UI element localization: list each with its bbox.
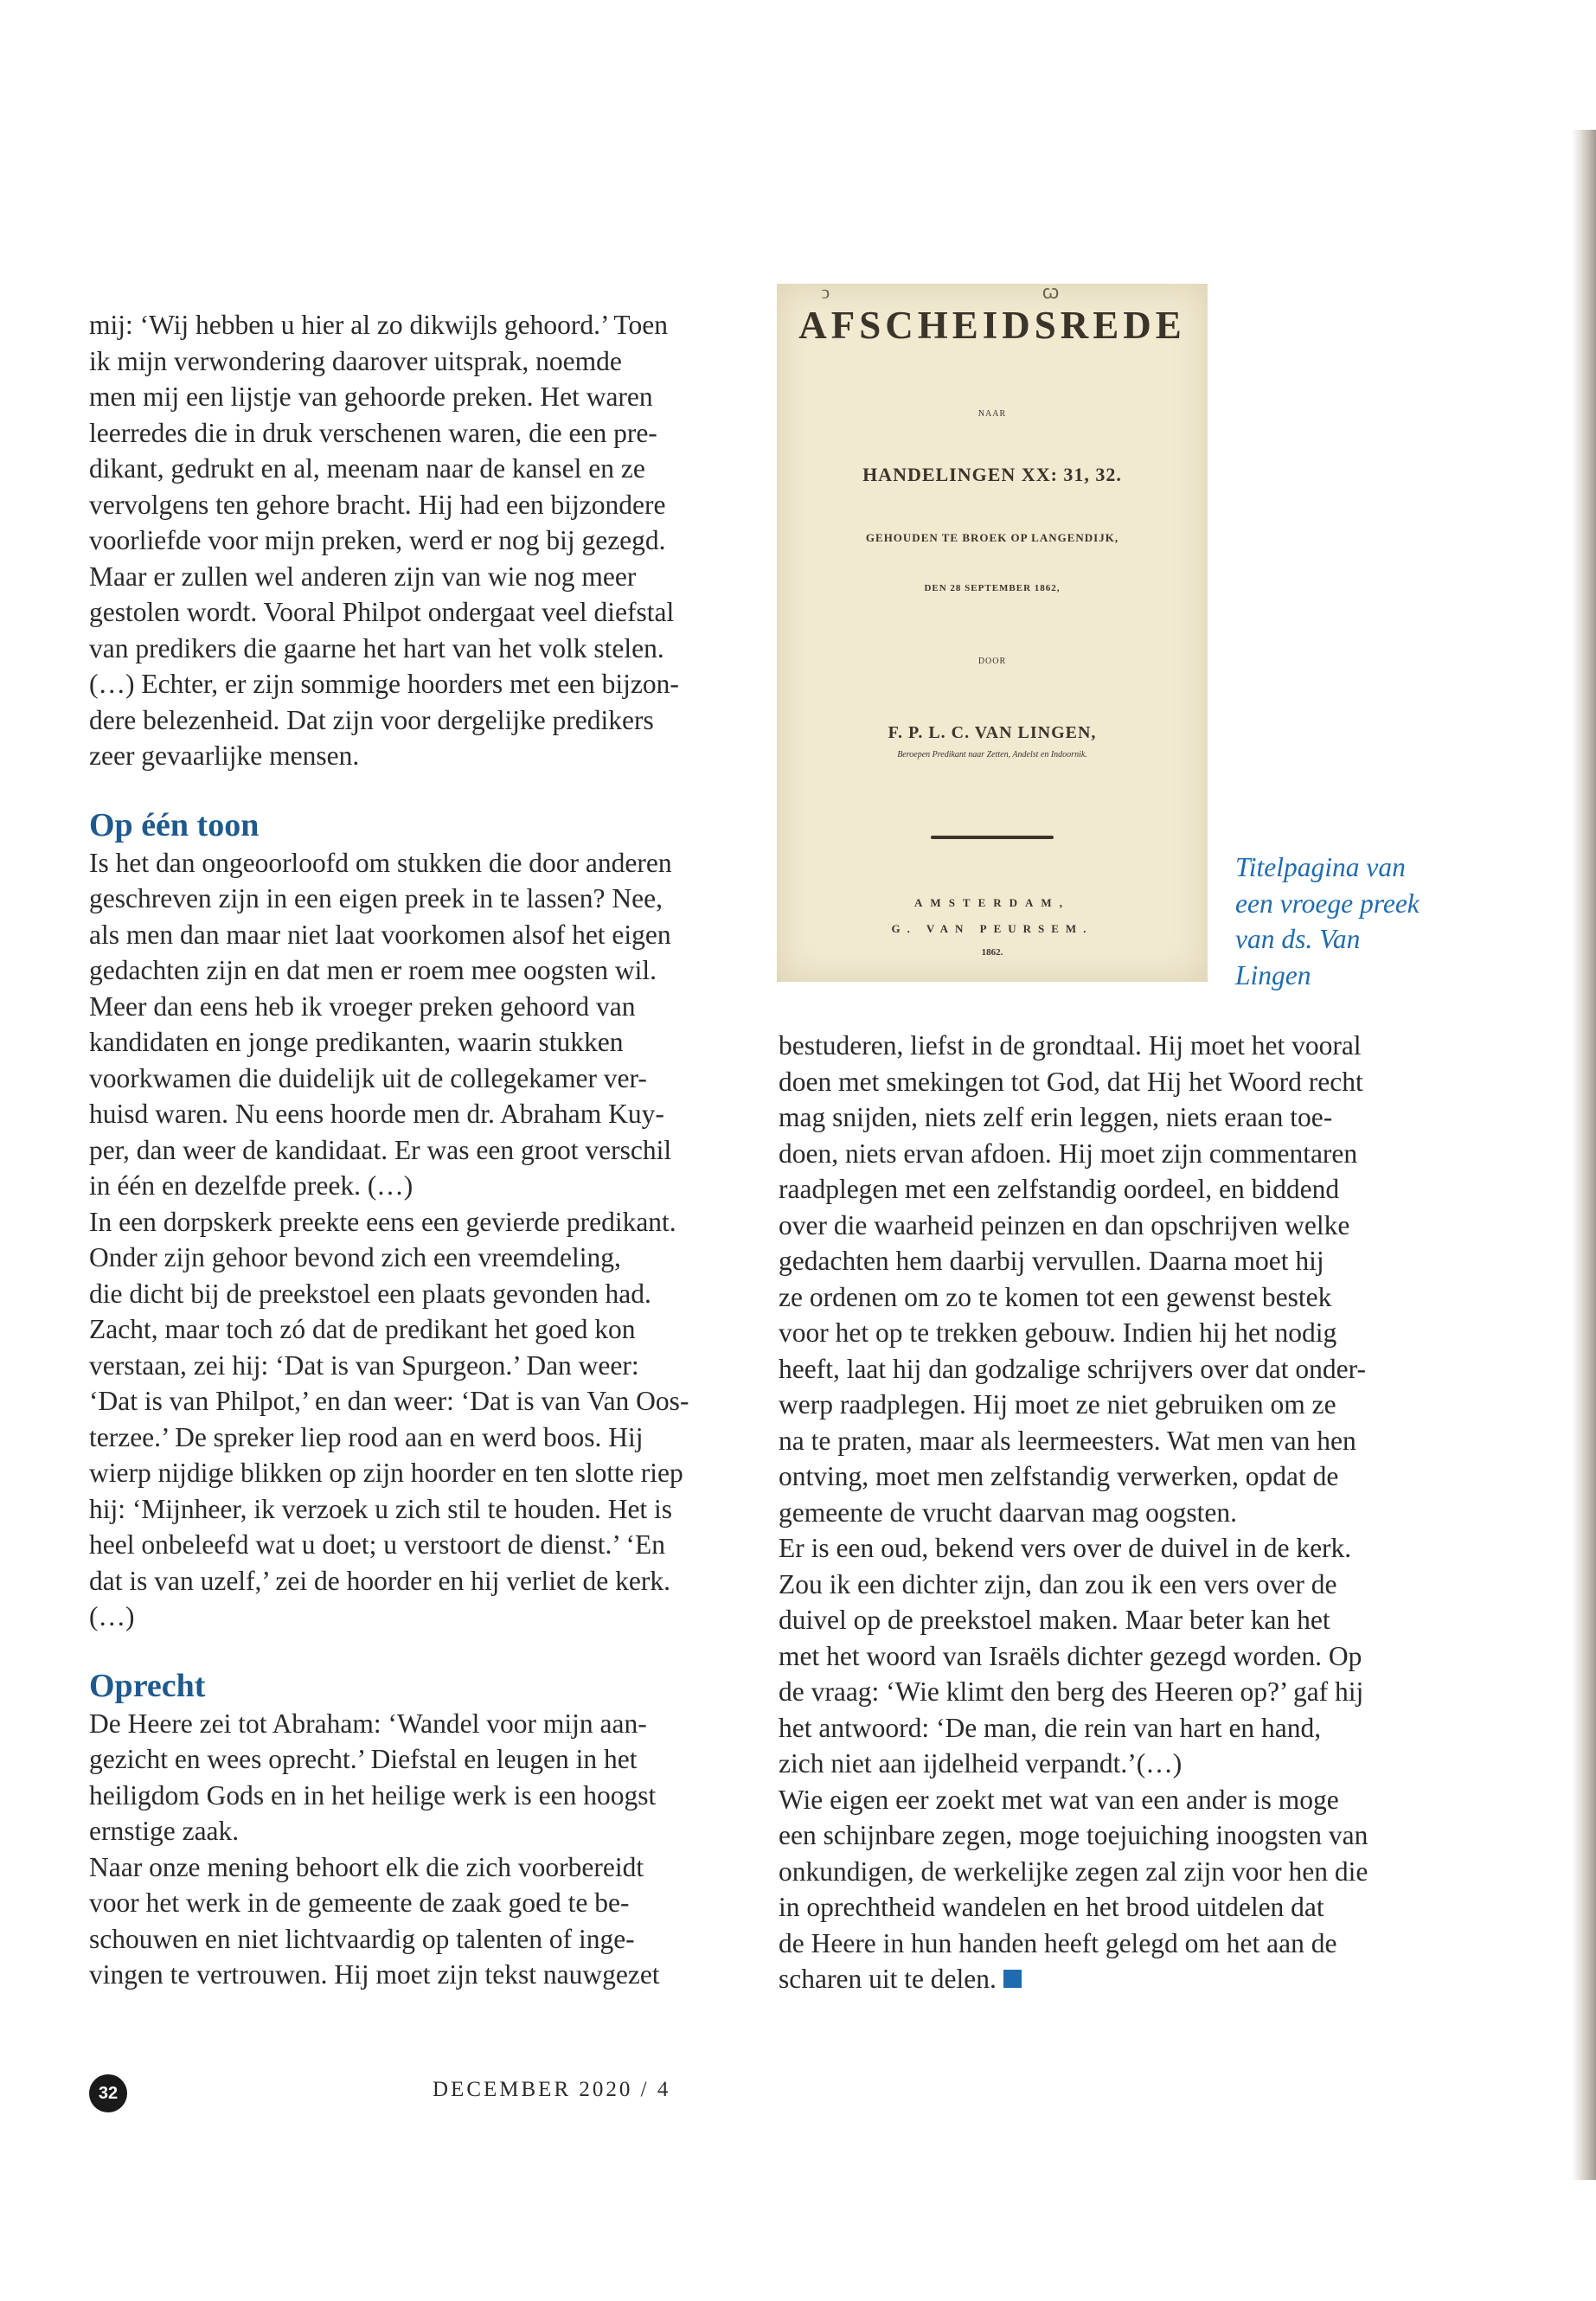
section-heading-op-een-toon: Op één toon <box>89 806 260 843</box>
figure-author: F. P. L. C. VAN LINGEN, <box>888 723 1097 742</box>
section-body-oprecht: De Heere zei tot Abraham: ‘Wandel voor mijn aan- gezicht en wees oprecht.’ Diefstal en leugen in het heiligdom Gods en in het heilige werk is een hoogst ernstige zaak. Naar onze mening behoort elk die zich voorbereidt voor het werk in de gemeente de zaak goed te be- schouwen en niet lichtvaardig op talenten of inge- vingen te vertrouwen. Hij moet zijn tekst nauwgezet <box>89 1708 660 1990</box>
right-column: bestuderen, liefst in de grondtaal. Hij moet het vooral doen met smekingen tot God, dat Hij het Woord recht mag snijden, niets zelf erin leggen, niets eraan toe- doen, niets ervan afdoen. Hij moet zijn commentaren raadplegen met een zelfstandig oordeel, en biddend over die waarheid peinzen en dan opschrijven welke gedachten hem daarbij vervullen. Daarna moet hij ze ordenen om zo te komen tot een gewenst bestek voor het op te trekken gebouw. Indien hij het nodig heeft, laat hij dan godzalige schrijvers over dat onder- werp raadplegen. Hij moet ze niet gebruiken om ze na te praten, maar als leermeesters. Wat men van hen ontving, moet men zelfstandig verwerken, opdat de gemeente de vrucht daarvan mag oogsten. Er is een oud, bekend vers over de duivel in de kerk. Zou ik een dichter zijn, dan zou ik een vers over de duivel op de preekstoel maken. Maar beter kan het met het woord van Israëls dichter gezegd worden. Op de vraag: ‘Wie klimt den berg des Heeren op?’ gaf hij het antwoord: ‘De man, die rein van hart en hand, zich niet aan ijdelheid verpandt.’(…) Wie eigen eer zoekt met wat van een ander is moge een schijnbare zegen, moge toejuiching inoogsten van onkundigen, de werkelijke zegen zal zijn voor hen die in oprechtheid wandelen en het brood uitdelen dat de Heere in hun handen heeft gelegd om het aan de scharen uit te delen. <box>779 1028 1436 1997</box>
footer-issue: DECEMBER 2020 / 4 <box>433 2078 671 2101</box>
final-line: scharen uit te delen. <box>779 1961 1436 1997</box>
figure-year: 1862. <box>981 947 1003 958</box>
title-page-image <box>777 281 1208 982</box>
figure-gehouden: GEHOUDEN TE BROEK OP LANGENDIJK, <box>865 531 1119 544</box>
end-of-article-square-icon <box>1003 1970 1022 1988</box>
figure-door: DOOR <box>977 657 1007 666</box>
figure-publisher: G. VAN PEURSEM. <box>891 922 1093 935</box>
left-column <box>89 307 747 1993</box>
page-number-badge: 32 <box>89 2074 127 2112</box>
figure-author-subtitle: Beroepen Predikant naar Zetten, Andelst en Indoornik. <box>897 750 1087 760</box>
section-heading-oprecht: Oprecht <box>89 1667 206 1704</box>
section-body-op-een-toon: Is het dan ongeoorloofd om stukken die door anderen geschreven zijn in een eigen preek in te lassen? Nee, als men dan maar niet laat voorkomen alsof het eigen gedachten zijn en dat men er roem mee oogsten wil. Meer dan eens heb ik vroeger preken gehoord van kandidaten en jonge predikanten, waarin stukken voorkwamen die duidelijk uit de collegekamer ver- huisd waren. Nu eens hoorde men dr. Abraham Kuy- per, dan weer de kandidaat. Er was een groot verschil in één en dezelfde preek. (…) In een dorpskerk preekte eens een gevierde predikant. Onder zijn gehoor bevond zich een vreemdeling, die dicht bij de preekstoel een plaats gevonden had. Zacht, maar toch zó dat de predikant het goed kon verstaan, zei hij: ‘Dat is van Spurgeon.’ Dan weer: ‘Dat is van Philpot,’ en dan weer: ‘Dat is van Van Oos- terzee.’ De spreker liep rood aan en werd boos. Hij wierp nijdige blikken op zijn hoorder en ten slotte riep hij: ‘Mijnheer, ik verzoek u zich stil te houden. Het is heel onbeleefd wat u doet; u verstoort de dienst.’ ‘En dat is van uzelf,’ zei de hoorder en hij verliet de kerk. (…) <box>89 847 689 1631</box>
figure-caption: Titelpagina van een vroege preek van ds. Van Lingen <box>1235 852 1420 990</box>
page-edge-shadow <box>1572 130 1596 2180</box>
figure-naar: NAAR <box>977 409 1007 419</box>
figure-date: DEN 28 SEPTEMBER 1862, <box>924 583 1061 593</box>
figure-city: AMSTERDAM, <box>914 896 1070 909</box>
figure-divider <box>931 836 1054 839</box>
figure-handelingen: HANDELINGEN XX: 31, 32. <box>862 464 1122 485</box>
figure-handwriting: ↄ ꞷ <box>821 281 1163 303</box>
figure-title: AFSCHEIDSREDE <box>798 304 1186 347</box>
intro-paragraph: mij: ‘Wij hebben u hier al zo dikwijls gehoord.’ Toen ik mijn verwondering daarover uitsprak, noemde men mij een lijstje van gehoorde preken. Het waren leerredes die in druk verschenen waren, die een pre- dikant, gedrukt en al, meenam naar de kansel en ze vervolgens ten gehore bracht. Hij had een bijzondere voorliefde voor mijn preken, werd er nog bij gezegd. Maar er zullen wel anderen zijn van wie nog meer gestolen wordt. Vooral Philpot ondergaat veel diefstal van predikers die gaarne het hart van het volk stelen. (…) Echter, er zijn sommige hoorders met een bijzon- dere belezenheid. Dat zijn voor dergelijke predikers zeer gevaarlijke mensen. <box>89 310 679 771</box>
